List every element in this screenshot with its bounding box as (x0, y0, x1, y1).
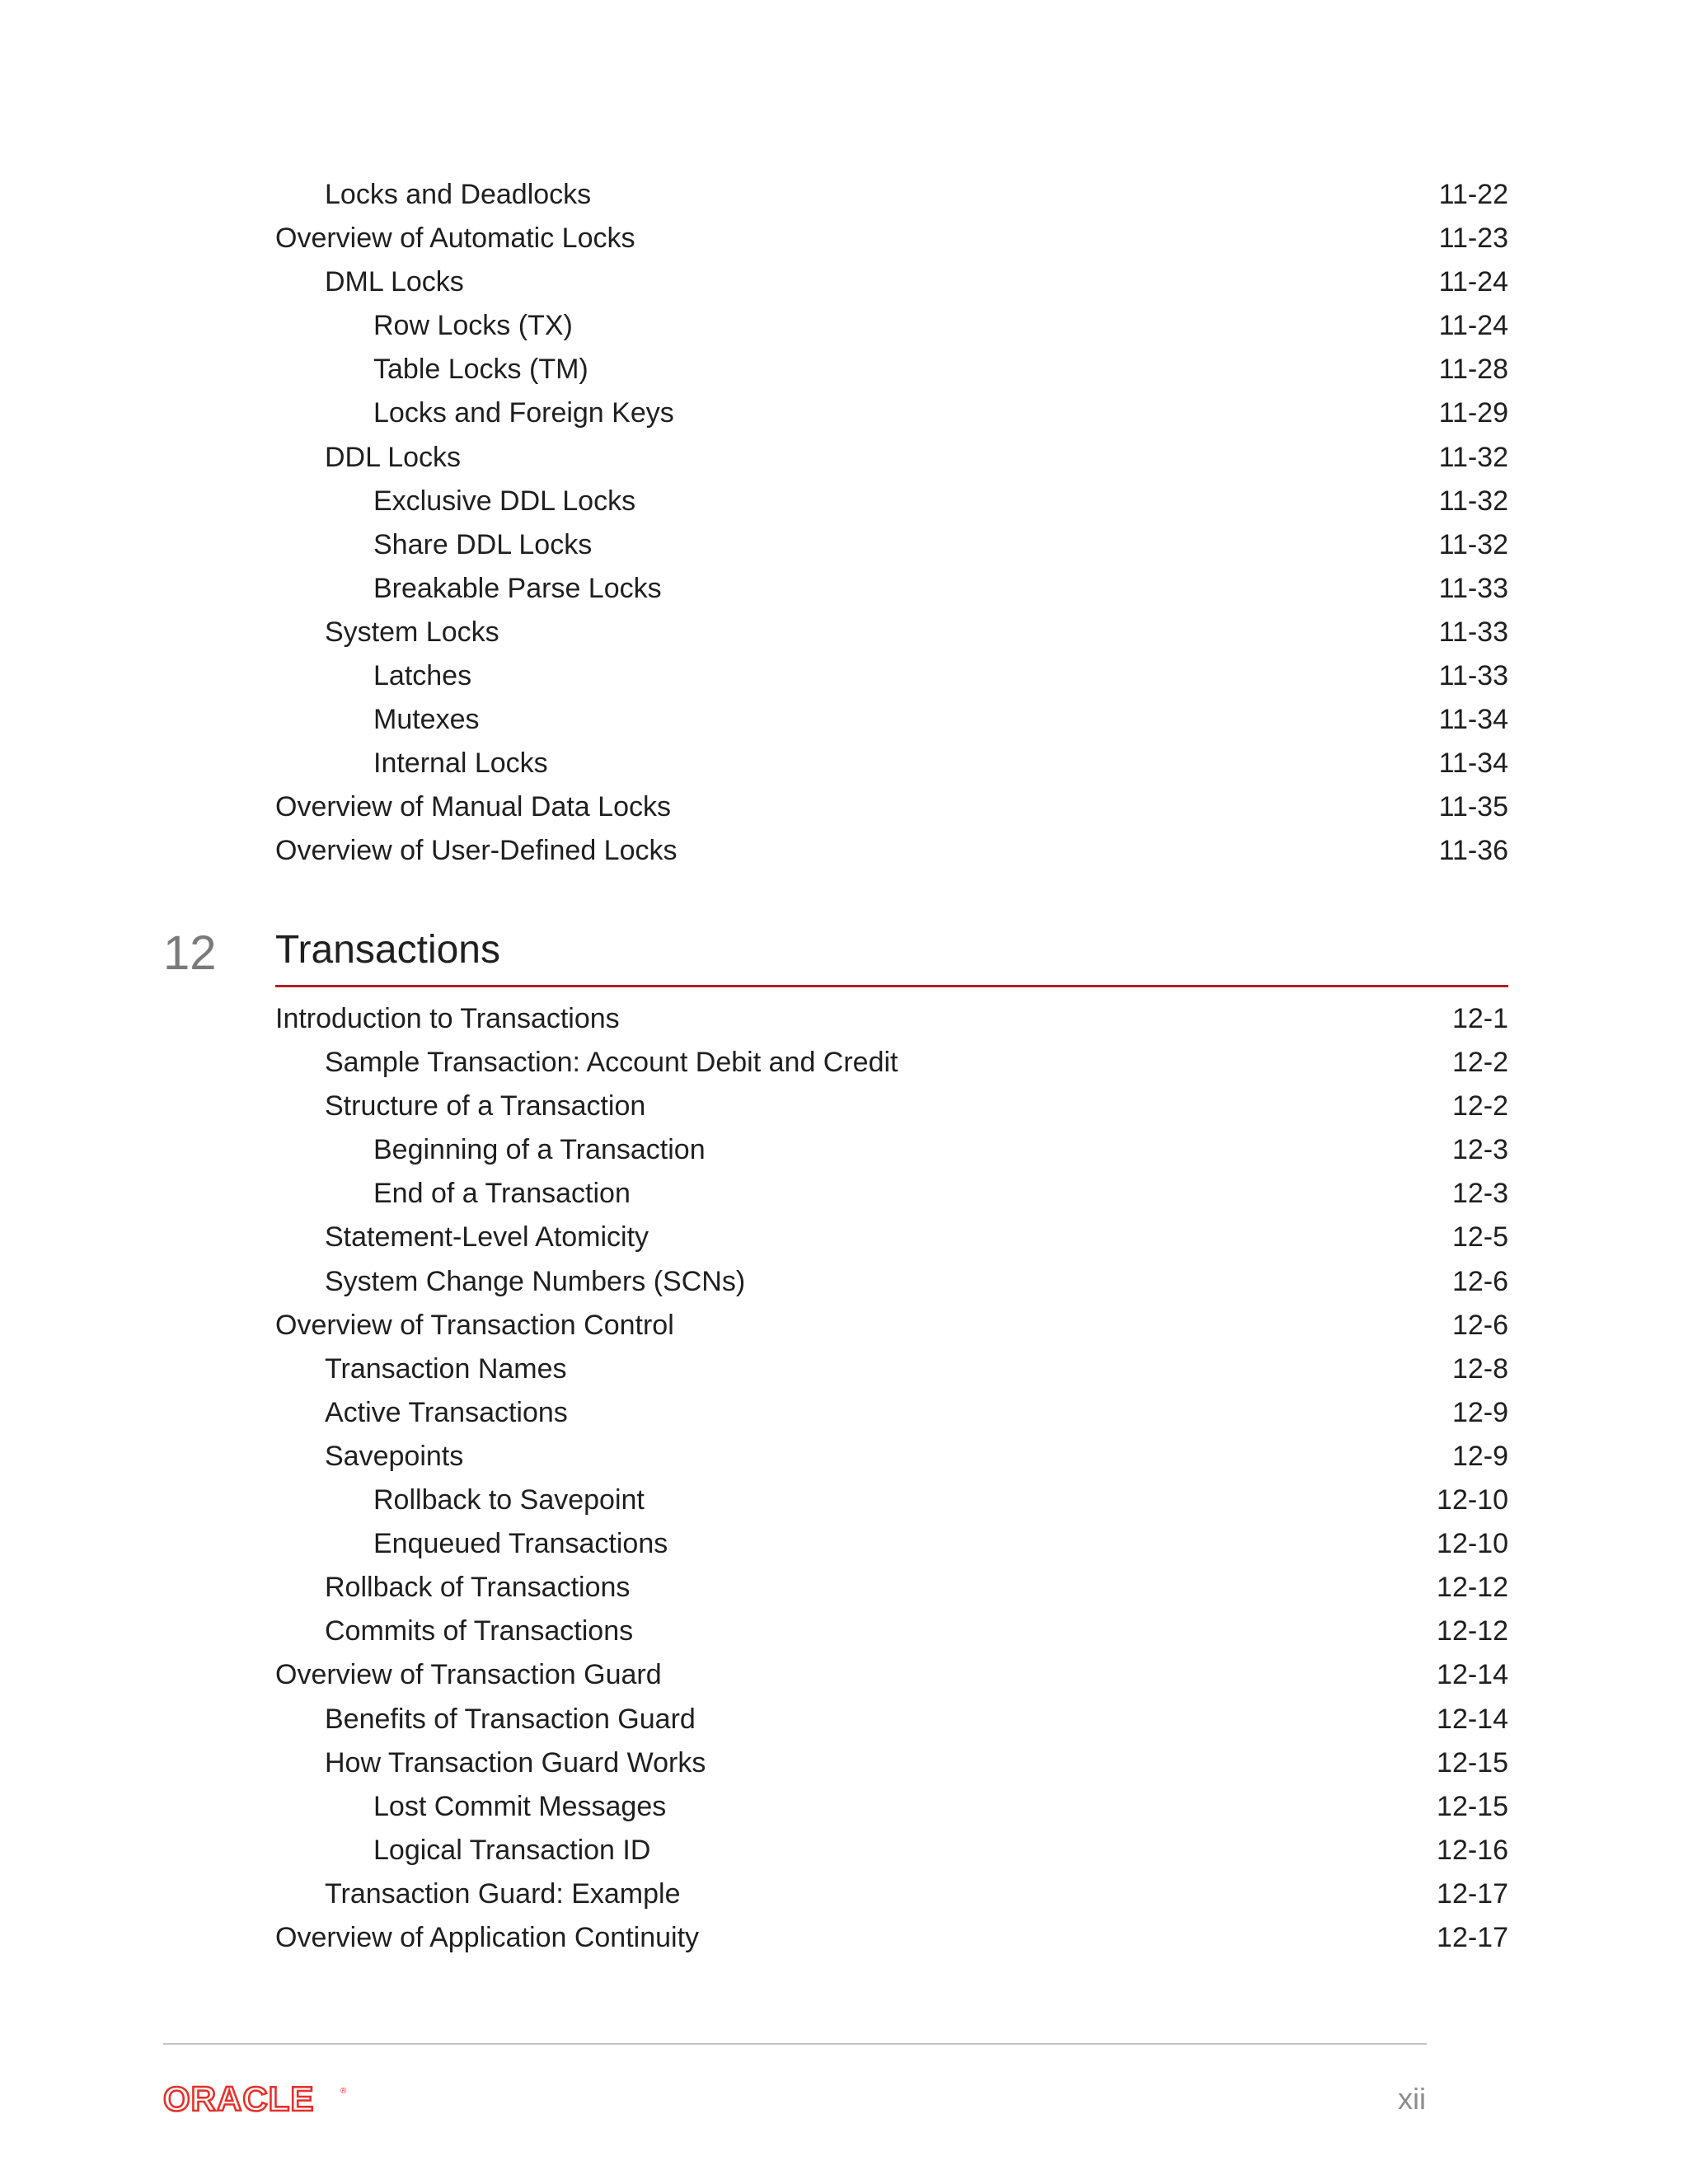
toc-entry-page: 12-12 (1437, 1572, 1508, 1604)
toc-entry[interactable] (275, 1085, 1508, 1128)
oracle-logo (163, 2083, 353, 2119)
toc-entry[interactable] (275, 1391, 1508, 1435)
toc-entry[interactable] (275, 1916, 1508, 1960)
toc-entry[interactable] (275, 1653, 1508, 1697)
toc-entry-label: Statement-Level Atomicity (325, 1221, 649, 1254)
toc-entry[interactable] (275, 1304, 1508, 1347)
toc-entry-label: Row Locks (TX) (373, 310, 573, 342)
svg-text:ORACLE: ORACLE (163, 2083, 315, 2115)
toc-entry-page: 12-14 (1437, 1703, 1508, 1735)
toc-entry[interactable] (275, 1741, 1508, 1785)
toc-entry-page: 11-28 (1438, 354, 1508, 386)
toc-entry-page: 12-10 (1437, 1528, 1508, 1560)
toc-entry[interactable] (275, 829, 1508, 873)
toc-entry[interactable] (275, 1610, 1508, 1653)
toc-entry[interactable] (275, 1260, 1508, 1304)
toc-entry-page: 12-9 (1451, 1396, 1508, 1428)
toc-entry[interactable] (275, 567, 1508, 611)
toc-entry[interactable] (275, 1435, 1508, 1479)
toc-entry-page: 11-36 (1438, 835, 1508, 867)
toc-entry-page: 11-32 (1438, 441, 1508, 473)
toc-entry[interactable] (275, 1785, 1508, 1829)
chapter-number: 12 (163, 926, 217, 980)
toc-entry-page: 12-14 (1437, 1659, 1508, 1691)
toc-entry[interactable] (275, 654, 1508, 698)
toc-entry[interactable] (275, 1872, 1508, 1916)
toc-entry-page: 12-9 (1451, 1440, 1508, 1472)
toc-entry-label: Overview of Application Continuity (275, 1921, 700, 1953)
toc-entry-label: Internal Locks (373, 748, 548, 780)
toc-entry-label: Rollback to Savepoint (373, 1484, 645, 1516)
toc-entry-label: How Transaction Guard Works (325, 1746, 706, 1779)
toc-entry-label: Locks and Foreign Keys (373, 397, 674, 429)
toc-entry-label: Enqueued Transactions (373, 1528, 668, 1560)
toc-entry[interactable] (275, 1566, 1508, 1610)
toc-entry-label: Commits of Transactions (325, 1615, 634, 1647)
toc-entry-label: Benefits of Transaction Guard (325, 1703, 696, 1735)
toc-entry-label: Share DDL Locks (373, 528, 593, 560)
toc-entry[interactable] (275, 523, 1508, 567)
toc-entry-label: Lost Commit Messages (373, 1790, 667, 1822)
toc-entry-label: Introduction to Transactions (275, 1003, 620, 1034)
toc-entry-label: System Change Numbers (SCNs) (325, 1265, 746, 1297)
toc-entry[interactable] (275, 611, 1508, 654)
toc-entry-page: 11-29 (1438, 397, 1508, 429)
toc-entry[interactable] (275, 436, 1508, 480)
toc-entry-label: Transaction Guard: Example (325, 1877, 681, 1910)
toc-entry[interactable] (275, 260, 1508, 304)
toc-entry[interactable] (275, 1347, 1508, 1391)
toc-entry-label: Latches (373, 660, 472, 692)
toc-entry[interactable] (275, 997, 1508, 1041)
chapter-divider (275, 985, 1508, 987)
toc-entry-label: Exclusive DDL Locks (373, 485, 636, 517)
toc-entry-page: 12-15 (1437, 1790, 1508, 1822)
toc-entry-label: Overview of Manual Data Locks (275, 791, 671, 823)
toc-entry[interactable] (275, 1479, 1508, 1522)
toc-entry-label: DDL Locks (325, 441, 462, 473)
toc-entry[interactable] (275, 1522, 1508, 1566)
toc-entry-label: Overview of Automatic Locks (275, 223, 635, 255)
toc-entry-page: 12-3 (1451, 1134, 1508, 1166)
toc-entry[interactable] (275, 1698, 1508, 1741)
toc-entry-label: Overview of User-Defined Locks (275, 835, 678, 867)
toc-entry-page: 12-2 (1451, 1047, 1508, 1079)
toc-entry[interactable] (275, 217, 1508, 260)
toc-entry-page: 11-32 (1438, 485, 1508, 517)
toc-entry-label: System Locks (325, 616, 499, 648)
chapter-title: Transactions (275, 928, 500, 972)
toc-entry-page: 12-8 (1451, 1352, 1508, 1385)
toc-entry-page: 11-33 (1438, 660, 1508, 692)
toc-entry-label: Sample Transaction: Account Debit and Credit (325, 1047, 898, 1079)
toc-entry-page: 11-34 (1438, 704, 1508, 736)
toc-entry-page: 12-6 (1451, 1265, 1508, 1297)
toc-entry-page: 12-3 (1451, 1178, 1508, 1210)
toc-entry-page: 11-34 (1438, 748, 1508, 780)
toc-entry-page: 12-2 (1451, 1090, 1508, 1122)
toc-entry-page: 11-35 (1438, 791, 1508, 823)
toc-entry-page: 11-24 (1438, 266, 1508, 298)
toc-entry-page: 12-12 (1437, 1615, 1508, 1647)
footer-divider (163, 2043, 1427, 2045)
toc-entry[interactable] (275, 348, 1508, 391)
svg-text:®: ® (340, 2087, 347, 2096)
toc-entry[interactable] (275, 1216, 1508, 1259)
toc-entry-label: Mutexes (373, 704, 480, 736)
toc-entry-label: Logical Transaction ID (373, 1834, 651, 1866)
toc-entry-page: 12-10 (1437, 1484, 1508, 1516)
toc-section-chapter-12 (275, 997, 1508, 1960)
toc-entry-label: DML Locks (325, 266, 464, 298)
toc-entry-page: 12-5 (1451, 1221, 1508, 1254)
toc-entry[interactable] (275, 1172, 1508, 1216)
toc-entry-page: 12-17 (1437, 1877, 1508, 1910)
toc-entry-label: End of a Transaction (373, 1178, 631, 1210)
toc-entry-label: Overview of Transaction Control (275, 1309, 674, 1341)
toc-entry-page: 11-22 (1438, 179, 1508, 210)
toc-entry-page: 12-16 (1437, 1834, 1508, 1866)
toc-entry[interactable] (275, 698, 1508, 742)
toc-entry-label: Breakable Parse Locks (373, 572, 662, 604)
toc-entry-page: 11-23 (1438, 223, 1508, 255)
toc-entry-label: Beginning of a Transaction (373, 1134, 706, 1166)
toc-entry-page: 11-32 (1438, 528, 1508, 560)
toc-entry[interactable] (275, 1041, 1508, 1085)
toc-entry-page: 12-6 (1451, 1309, 1508, 1341)
page-number: xii (1398, 2082, 1426, 2116)
toc-entry-label: Locks and Deadlocks (325, 179, 592, 210)
toc-entry-page: 11-33 (1438, 616, 1508, 648)
toc-entry-label: Rollback of Transactions (325, 1572, 631, 1604)
toc-entry-page: 12-15 (1437, 1746, 1508, 1779)
toc-entry-label: Transaction Names (325, 1352, 567, 1385)
toc-entry[interactable] (275, 1829, 1508, 1872)
toc-entry[interactable] (275, 304, 1508, 348)
toc-entry[interactable] (275, 742, 1508, 785)
toc-entry-page: 12-17 (1437, 1921, 1508, 1953)
toc-entry-label: Savepoints (325, 1440, 464, 1472)
toc-entry-page: 11-33 (1438, 572, 1508, 604)
toc-entry-label: Table Locks (TM) (373, 354, 588, 386)
toc-section-chapter-11 (275, 173, 1508, 874)
toc-entry-page: 12-1 (1451, 1003, 1508, 1034)
toc-entry[interactable] (275, 391, 1508, 435)
toc-entry-label: Structure of a Transaction (325, 1090, 646, 1122)
toc-entry-page: 11-24 (1438, 310, 1508, 342)
toc-entry[interactable] (275, 785, 1508, 829)
toc-entry-label: Overview of Transaction Guard (275, 1659, 662, 1691)
toc-entry[interactable] (275, 173, 1508, 217)
toc-entry-label: Active Transactions (325, 1396, 568, 1428)
toc-entry[interactable] (275, 480, 1508, 523)
toc-entry[interactable] (275, 1128, 1508, 1172)
